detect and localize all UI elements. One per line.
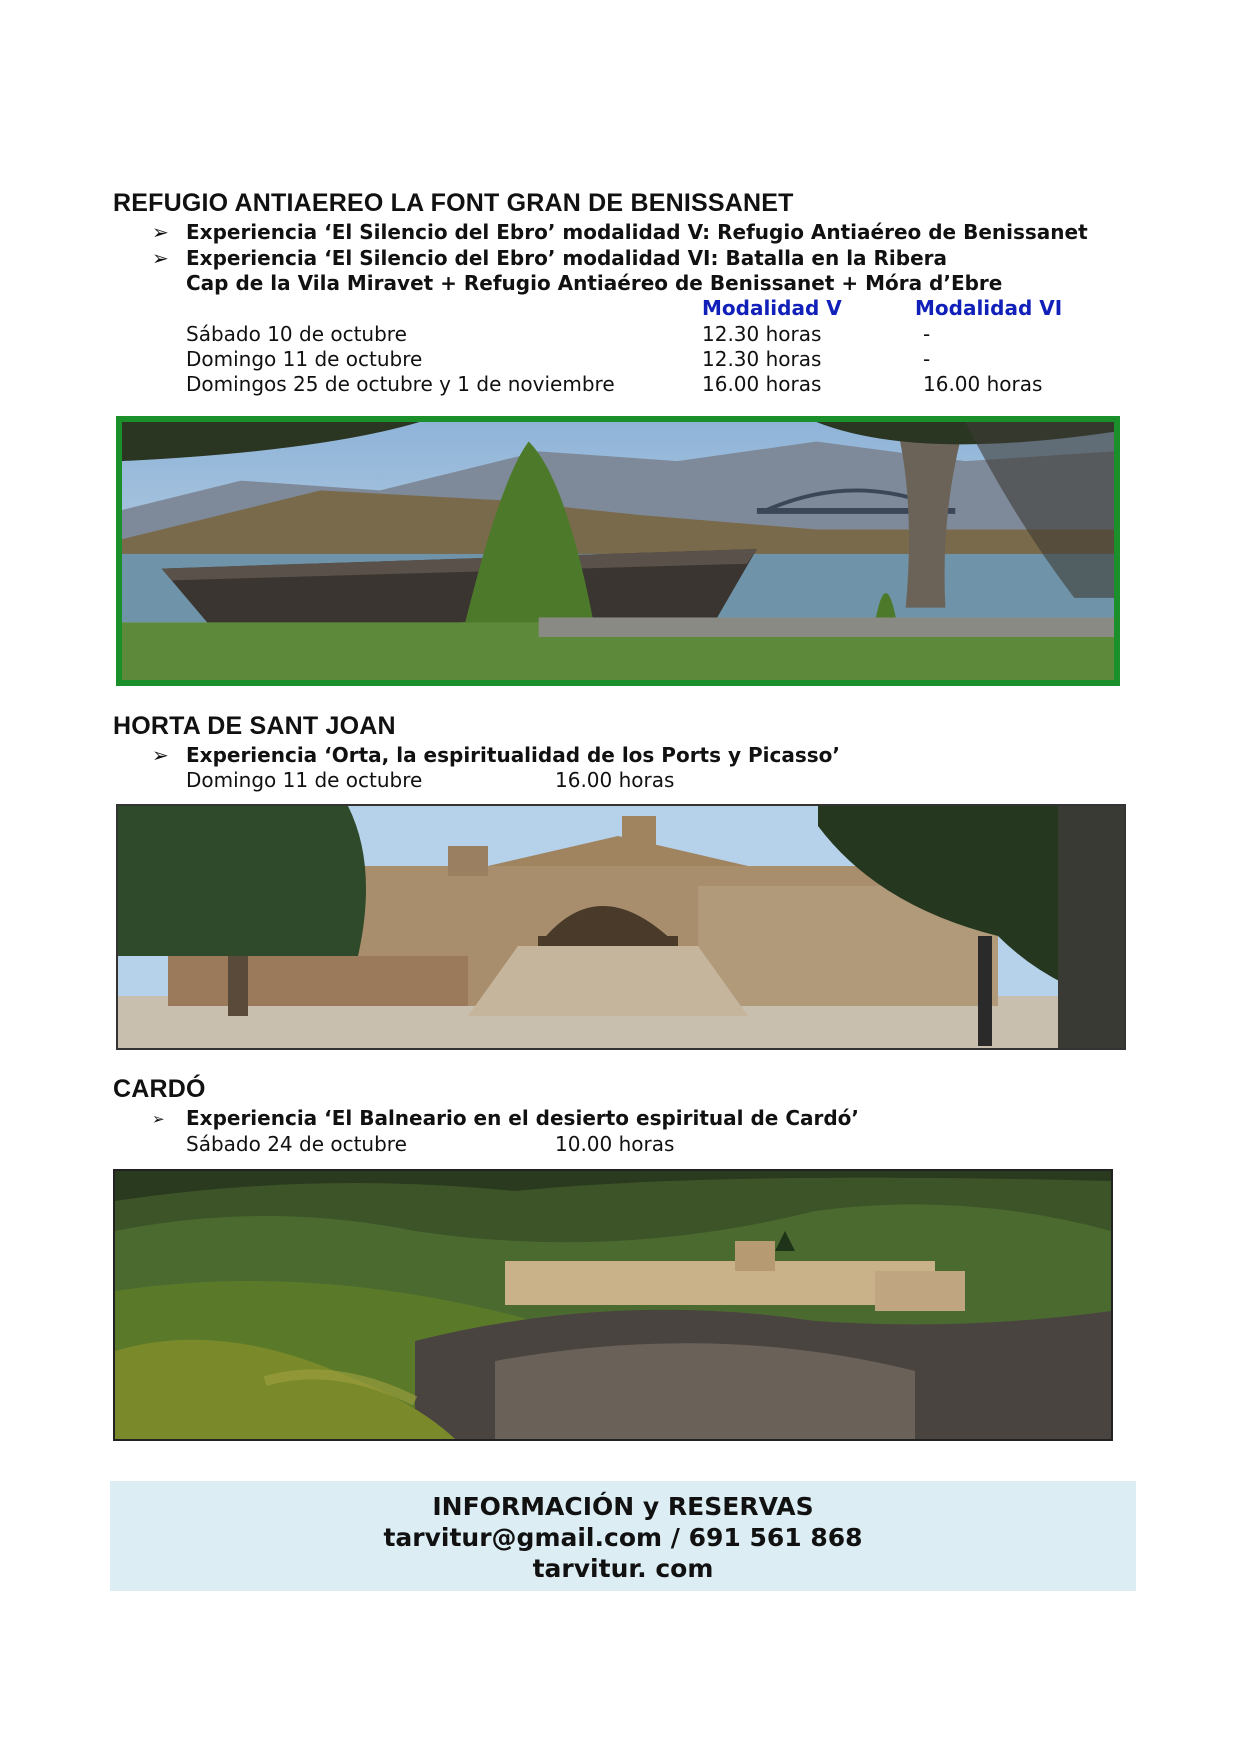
info-website[interactable]: tarvitur. com (532, 1554, 714, 1583)
schedule-date: Sábado 24 de octubre (186, 1132, 407, 1156)
section-title-horta: HORTA DE SANT JOAN (113, 712, 396, 740)
photo-cardo-monastery (113, 1169, 1113, 1441)
photo-benissanet-river (116, 416, 1120, 686)
section-title-cardo: CARDÓ (113, 1075, 206, 1103)
info-contact[interactable]: tarvitur@gmail.com / 691 561 868 (383, 1523, 863, 1552)
info-title: INFORMACIÓN y RESERVAS (432, 1492, 814, 1521)
arrow-bullet-icon: ➢ (152, 743, 169, 767)
schedule-time-vi: 16.00 horas (923, 372, 1043, 396)
arrow-bullet-icon: ➢ (152, 220, 169, 244)
bullet-experience-vi-route: Cap de la Vila Miravet + Refugio Antiaéreo de Benissanet + Móra d’Ebre (186, 271, 1003, 295)
schedule-time-vi: - (923, 322, 931, 346)
schedule-time-v: 16.00 horas (702, 372, 822, 396)
schedule-time: 10.00 horas (555, 1132, 675, 1156)
schedule-time-v: 12.30 horas (702, 347, 822, 371)
bullet-experience-orta: Experiencia ‘Orta, la espiritualidad de los Ports y Picasso’ (186, 743, 840, 767)
column-header-modalidad-vi: Modalidad VI (915, 296, 1063, 320)
schedule-time: 16.00 horas (555, 768, 675, 792)
section-title-benissanet: REFUGIO ANTIAEREO LA FONT GRAN DE BENISSANET (113, 189, 794, 217)
schedule-date: Domingos 25 de octubre y 1 de noviembre (186, 372, 615, 396)
photo-horta-convent (116, 804, 1126, 1050)
arrow-bullet-icon: ➢ (152, 1110, 165, 1128)
schedule-time-v: 12.30 horas (702, 322, 822, 346)
bullet-experience-vi: Experiencia ‘El Silencio del Ebro’ modalidad VI: Batalla en la Ribera (186, 246, 948, 270)
schedule-date: Domingo 11 de octubre (186, 768, 423, 792)
schedule-date: Domingo 11 de octubre (186, 347, 423, 371)
schedule-time-vi: - (923, 347, 931, 371)
arrow-bullet-icon: ➢ (152, 246, 169, 270)
bullet-experience-v: Experiencia ‘El Silencio del Ebro’ modalidad V: Refugio Antiaéreo de Benissanet (186, 220, 1088, 244)
bullet-experience-cardo: Experiencia ‘El Balneario en el desierto espiritual de Cardó’ (186, 1106, 860, 1130)
column-header-modalidad-v: Modalidad V (702, 296, 842, 320)
info-reservations-box (110, 1481, 1136, 1591)
schedule-date: Sábado 10 de octubre (186, 322, 407, 346)
